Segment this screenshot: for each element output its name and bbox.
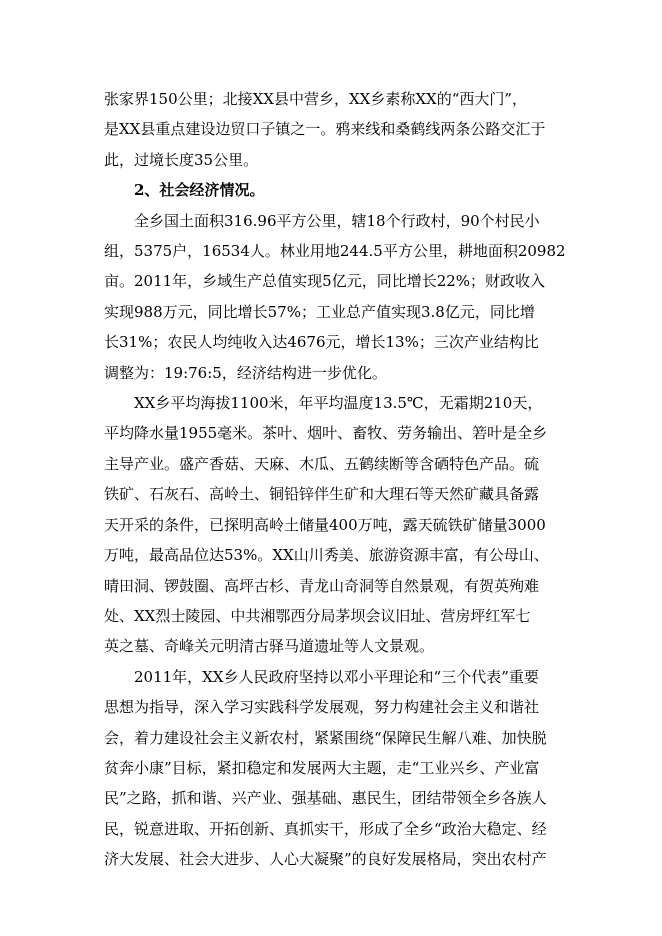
text-line: 铁矿、石灰石、高岭土、铜铅锌伴生矿和大理石等天然矿藏具备露 <box>104 485 540 504</box>
text-line: 天开采的条件，已探明高岭土储量400万吨，露天硫铁矿储量3000 <box>104 515 546 534</box>
text-line: 民”之路，抓和谐、兴产业、强基础、惠民生，团结带领全乡各族人 <box>104 789 547 808</box>
text-line: 亩。2011年，乡域生产总值实现5亿元，同比增长22%；财政收入 <box>104 272 546 291</box>
section-heading: 2、社会经济情况。 <box>134 181 265 200</box>
text-line: 贫奔小康”目标，紧扣稳定和发展两大主题，走“工业兴乡、产业富 <box>104 758 540 777</box>
text-line: 实现988万元，同比增长57%；工业总产值实现3.8亿元，同比增 <box>104 302 535 321</box>
text-line: 此，过境长度35公里。 <box>104 150 259 169</box>
text-line: 英之墓、奇峰关元明清古驿马道遗址等人文景观。 <box>104 637 435 656</box>
text-line: 民，锐意进取、开拓创新、真抓实干，形成了全乡“政治大稳定、经 <box>104 819 547 838</box>
paragraph-location-continued <box>104 84 574 175</box>
text-line: 调整为：19:76:5，经济结构进一步优化。 <box>104 363 387 382</box>
text-line: 主导产业。盛产香菇、天麻、木瓜、五鹤续断等含硒特色产品。硫 <box>104 454 540 473</box>
text-line: 长31%；农民人均纯收入达4676元，增长13%；三次产业结构比 <box>104 333 539 352</box>
paragraph-economy <box>104 206 574 388</box>
text-line: 会，着力建设社会主义新农村，紧紧围绕“保障民生解八难、加快脱 <box>104 728 547 747</box>
text-line: 是XX县重点建设边贸口子镇之一。鸦来线和桑鹤线两条公路交汇于 <box>104 120 546 139</box>
text-line: 处、XX烈士陵园、中共湘鄂西分局茅坝会议旧址、营房坪红军七 <box>104 606 531 625</box>
text-line: 万吨，最高品位达53%。XX山川秀美、旅游资源丰富，有公母山、 <box>104 546 549 565</box>
text-line: 张家界150公里；北接XX县中营乡，XX乡素称XX的“西大门”， <box>104 90 528 108</box>
text-line: 思想为指导，深入学习实践科学发展观，努力构建社会主义和谐社 <box>104 698 540 717</box>
text-line: XX乡平均海拔1100米，年平均温度13.5℃，无霜期210天， <box>134 394 543 413</box>
document-body <box>104 84 574 875</box>
text-line: 2011年，XX乡人民政府坚持以邓小平理论和“三个代表”重要 <box>134 667 539 686</box>
text-line: 组，5375户，16534人。林业用地244.5平方公里，耕地面积20982 <box>104 242 566 261</box>
text-line: 晴田洞、锣鼓圈、高坪古杉、青龙山奇洞等自然景观，有贺英殉难 <box>104 576 540 595</box>
text-line: 平均降水量1955毫米。茶叶、烟叶、畜牧、劳务输出、箬叶是全乡 <box>104 424 548 443</box>
text-line: 济大发展、社会大进步、人心大凝聚”的良好发展格局，突出农村产 <box>104 850 547 869</box>
text-line: 全乡国土面积316.96平方公里，辖18个行政村，90个村民小 <box>134 211 540 230</box>
paragraph-policy <box>104 662 574 875</box>
paragraph-geography <box>104 388 574 662</box>
